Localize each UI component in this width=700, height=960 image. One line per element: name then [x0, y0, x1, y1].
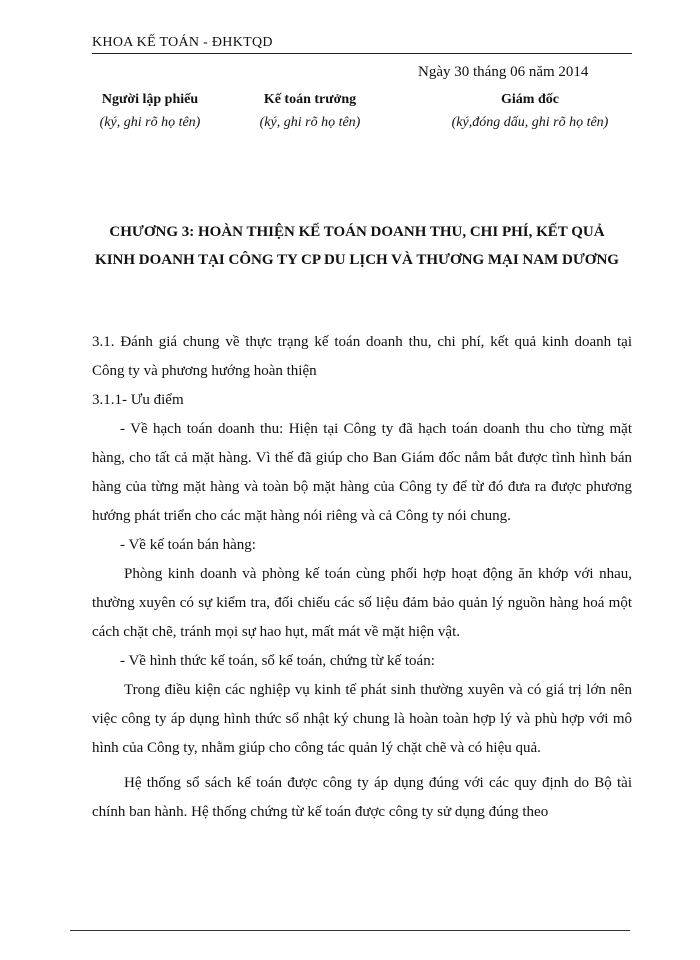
- subsection-heading: 3.1.1- Ưu điểm: [92, 392, 184, 408]
- paragraph: Hệ thống sổ sách kế toán được công ty áp dụng đúng với các quy định do Bộ tài chính ban hành. Hệ thống chứng từ kế toán được công ty sử dụng đúng theo: [92, 775, 632, 820]
- signature-note: (ký, ghi rõ họ tên): [259, 115, 361, 130]
- document-body: [92, 328, 632, 827]
- page-header: KHOA KẾ TOÁN - ĐHKTQD: [92, 35, 632, 54]
- document-date: Ngày 30 tháng 06 năm 2014: [418, 64, 589, 80]
- signature-title: Kế toán trưởng: [263, 92, 357, 107]
- paragraph: Phòng kinh doanh và phòng kế toán cùng phối hợp hoạt động ăn khớp với nhau, thường xuyên có sự kiểm tra, đối chiếu các số liệu đảm bảo quản lý nguồn hàng hoá một cách chặt chẽ, tránh mọi sự hao hụt, mất mát về mặt hiện vật.: [92, 566, 632, 640]
- footer-divider: [70, 930, 630, 931]
- paragraph: - Về hình thức kế toán, sổ kế toán, chứng từ kế toán:: [120, 653, 435, 669]
- section-heading: 3.1. Đánh giá chung về thực trạng kế toán doanh thu, chi phí, kết quả kinh doanh tại Công ty và phương hướng hoàn thiện: [92, 334, 632, 379]
- signature-block-director: [430, 92, 630, 131]
- paragraph: - Về hạch toán doanh thu: Hiện tại Công ty đã hạch toán doanh thu cho từng mặt hàng, cho tất cả mặt hàng. Vì thế đã giúp cho Ban Giám đốc nắm bắt được tình hình bán hàng của từng mặt hàng và toàn bộ mặt hàng của Công ty để từ đó đưa ra được phương hướng phát triển cho các mặt hàng nói riêng và cả Công ty nói chung.: [92, 421, 632, 524]
- signature-note: (ký, ghi rõ họ tên): [99, 115, 201, 130]
- signature-block-preparer: [80, 92, 220, 131]
- signature-block-chief-accountant: [240, 92, 380, 131]
- paragraph: Trong điều kiện các nghiệp vụ kinh tế phát sinh thường xuyên và có giá trị lớn nên việc công ty áp dụng hình thức sổ nhật ký chung là hoàn toàn hợp lý và phù hợp với mô hình của Công ty, nhằm giúp cho công tác quản lý chặt chẽ và có hiệu quả.: [92, 682, 632, 756]
- paragraph: - Về kế toán bán hàng:: [120, 537, 256, 553]
- signature-title: Người lập phiếu: [101, 92, 199, 107]
- signature-title: Giám đốc: [501, 92, 559, 107]
- chapter-title: CHƯƠNG 3: HOÀN THIỆN KẾ TOÁN DOANH THU, CHI PHÍ, KẾT QUẢ KINH DOANH TẠI CÔNG TY CP DU LỊCH VÀ THƯƠNG MẠI NAM DƯƠNG: [95, 224, 619, 268]
- signature-note: (ký,đóng dấu, ghi rõ họ tên): [451, 115, 609, 130]
